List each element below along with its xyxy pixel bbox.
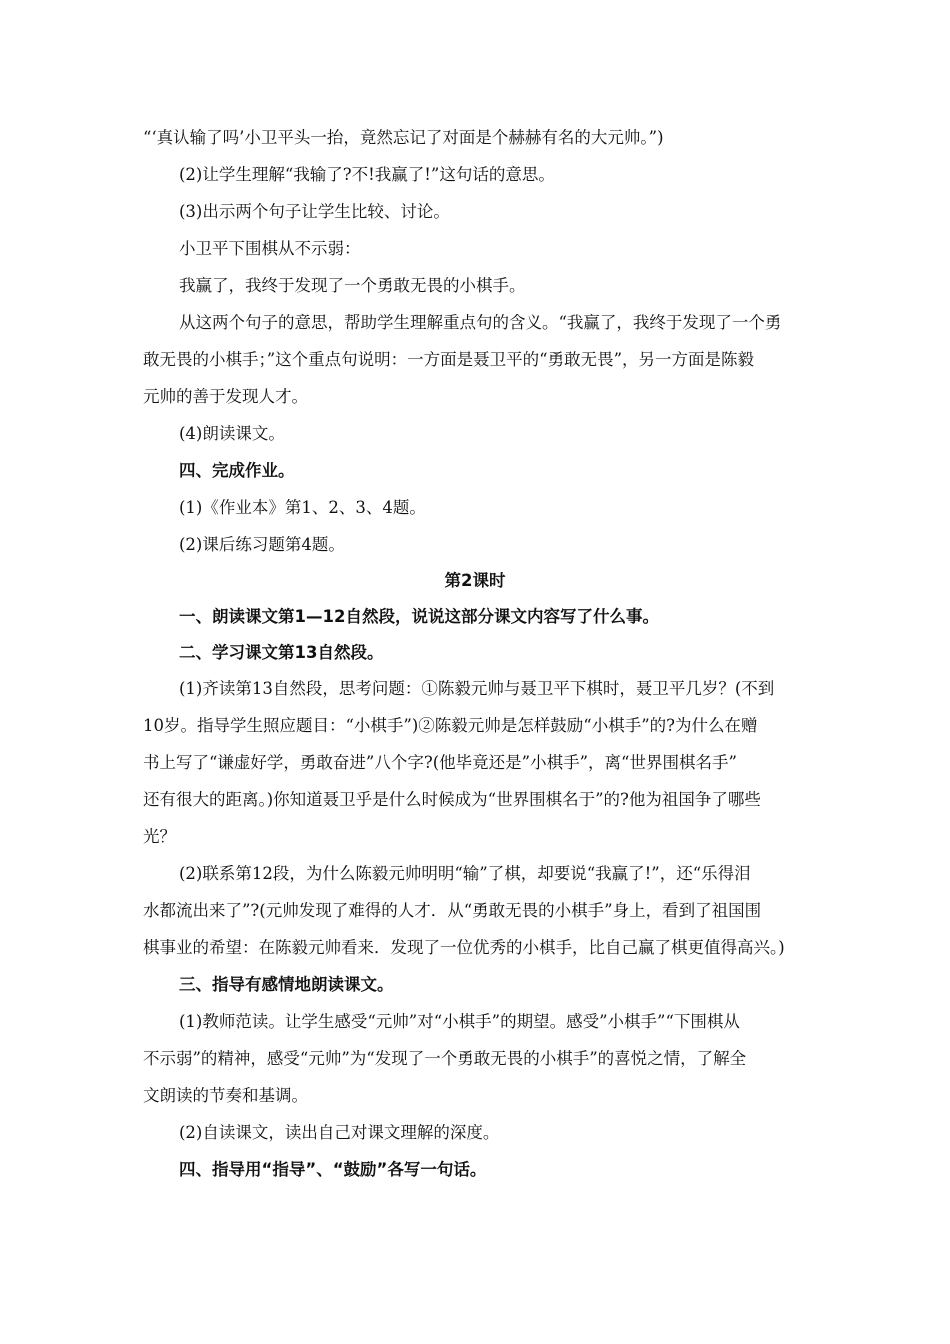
paragraph-line: 从这两个句子的意思，帮助学生理解重点句的含义。“我赢了，我终于发现了一个勇 <box>179 313 782 332</box>
paragraph-line: 还有很大的距离。)你知道聂卫乎是什么时候成为“世界围棋名于”的?他为祖国争了哪些 <box>143 790 761 809</box>
section-heading: 一、朗读课文第1—12自然段，说说这部分课文内容写了什么事。 <box>179 607 659 626</box>
paragraph-line: 书上写了“谦虚好学，勇敢奋进”八个字?(他毕竟还是”小棋手”，离“世界围棋名手” <box>143 753 737 772</box>
section-heading: 三、指导有感情地朗读课文。 <box>179 975 394 994</box>
paragraph-line: 我赢了，我终于发现了一个勇敢无畏的小棋手。 <box>179 276 526 295</box>
paragraph-line: (1)齐读第13自然段，思考问题：①陈毅元帅与聂卫平下棋时，聂卫平几岁？(不到 <box>179 679 775 698</box>
paragraph-line: (1)《作业本》第1、2、3、4题。 <box>179 498 426 517</box>
section-heading: 二、学习课文第13自然段。 <box>179 643 384 662</box>
paragraph-line: (2)课后练习题第4题。 <box>179 535 345 554</box>
paragraph-line: 小卫平下围棋从不示弱： <box>179 239 361 258</box>
paragraph-line: 敢无畏的小棋手；”这个重点句说明：一方面是聂卫平的“勇敢无畏”，另一方面是陈毅 <box>143 350 755 369</box>
paragraph-line: 棋事业的希望：在陈毅元帅看来．发现了一位优秀的小棋手，比自己赢了棋更值得高兴。) <box>143 938 785 957</box>
paragraph-line: (1)教师范读。让学生感受“元帅”对“小棋手”的期望。感受”小棋手”“下围棋从 <box>179 1012 740 1031</box>
paragraph-line: (3)出示两个句子让学生比较、讨论。 <box>179 202 450 221</box>
lesson-title: 第2课时 <box>444 571 506 590</box>
paragraph-line: (2)让学生理解“我输了?不!我赢了!”这句话的意思。 <box>179 165 555 184</box>
paragraph-line: “‘真认输了吗’小卫平头一抬，竟然忘记了对面是个赫赫有名的大元帅。”) <box>143 128 664 147</box>
section-heading: 四、完成作业。 <box>179 461 295 480</box>
paragraph-line: (4)朗读课文。 <box>179 424 285 443</box>
section-heading: 四、指导用“指导”、“鼓励”各写一句话。 <box>179 1160 487 1179</box>
paragraph-line: 光？ <box>143 827 176 846</box>
paragraph-line: (2)自读课文，读出自己对课文理解的深度。 <box>179 1123 500 1142</box>
paragraph-line: (2)联系第12段，为什么陈毅元帅明明“输”了棋，却要说“我赢了!”，还“乐得泪 <box>179 864 751 883</box>
paragraph-line: 10岁。指导学生照应题目：“小棋手”)②陈毅元帅是怎样鼓励“小棋手”的?为什么在赠 <box>143 716 758 735</box>
paragraph-line: 水都流出来了”?(元帅发现了难得的人才．从“勇敢无畏的小棋手”身上，看到了祖国围 <box>143 901 762 920</box>
paragraph-line: 元帅的善于发现人才。 <box>143 387 308 406</box>
paragraph-line: 不示弱”的精神，感受“元帅”为“发现了一个勇敢无畏的小棋手”的喜悦之情，了解全 <box>143 1049 747 1068</box>
paragraph-line: 文朗读的节奏和基调。 <box>143 1086 308 1105</box>
